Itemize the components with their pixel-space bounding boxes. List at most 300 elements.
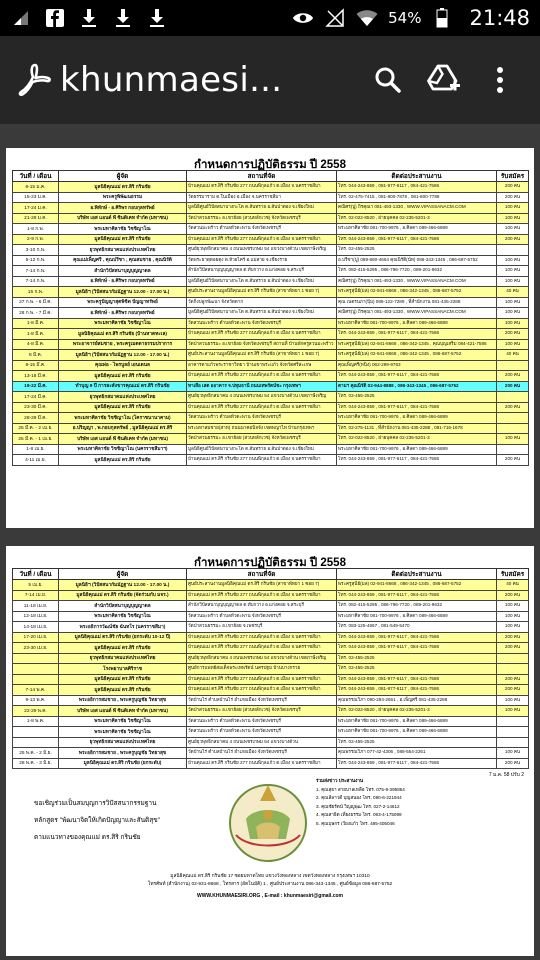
table-row bbox=[13, 402, 529, 413]
app-bar bbox=[0, 36, 540, 124]
cell-host: ยุวพุทธิกสมาคมแห่งประเทศไทย bbox=[59, 737, 187, 748]
column-header-contact: ติดต่อประสานงาน bbox=[337, 171, 497, 182]
cell-host: มูลนิธิคุณแม่ ดร.สิริ กรินชัย (ยกระดับ 10-12 ปี) bbox=[59, 632, 187, 643]
cell-contact: โทร. 02-022-8520 , ฝ่ายบุคคล 02-235-5201-3 bbox=[337, 434, 497, 445]
cell-date: 1-8 เม.ย. bbox=[13, 444, 59, 455]
cell-place: ศูนย์ยุวพุทธิกสมาคม 4 ถนนเพชรเกษม 54 แขวงบางด้วน เขตภาษีเจริญ bbox=[187, 392, 337, 403]
cell-count: 200 คน bbox=[497, 381, 529, 392]
cell-contact: โทร. 044-243-859 , 081-977-6117 , 084-421-7586 bbox=[337, 234, 497, 245]
document-title: khunmaesi... bbox=[60, 60, 283, 100]
table-row bbox=[13, 685, 529, 696]
cell-place: มูลนิธิศูนย์วิปัสสนาบางกะโต ต.สันทราย อ.สันป่าตอง จ.เชียงใหม่ bbox=[187, 276, 337, 287]
pdf-viewer[interactable] bbox=[0, 124, 540, 960]
battery-icon bbox=[431, 7, 453, 29]
cell-place: บ้านคุณแม่ ดร.สิริ กรินชัย 277 ถนนพิกุลแก้ว ต.เมือง จ.นครราชสีมา bbox=[187, 329, 337, 340]
table-row bbox=[13, 234, 529, 245]
table-row bbox=[13, 653, 529, 664]
schedule-table bbox=[12, 170, 529, 466]
cell-host: อ.พิทักษ์ - อ.ศิริพร กอบกุลทรัพย์ bbox=[59, 276, 187, 287]
cell-host: มูลนิธิคุณแม่ ดร.สิริ กรินชัย bbox=[59, 371, 187, 382]
drive-add-icon bbox=[427, 64, 461, 96]
cell-count bbox=[497, 392, 529, 403]
cell-count bbox=[497, 360, 529, 371]
cell-host: ยุวพุทธิกสมาคมแห่งประเทศไทย bbox=[59, 653, 187, 664]
cell-place: มูลนิธิศูนย์วิปัสสนาบางกะโต ต.สันทราย อ.สันป่าตอง จ.เชียงใหม่ bbox=[187, 308, 337, 319]
cell-contact: พระครูสุนีย์(มล) 02-941-8668 , 086-342-1345 , คุณบุญเสริม 084-421-7586 bbox=[337, 339, 497, 350]
table-row bbox=[13, 381, 529, 392]
cell-host: บริษัท เอส แอนด์ พี ซินดิเคท จำกัด (มหาชน) bbox=[59, 434, 187, 445]
cell-contact: ตามฯ คุณนิรัติ 02-944-8888 , 086-343-1345 , 086-687-5752 bbox=[337, 381, 497, 392]
cell-count: 200 คน bbox=[497, 643, 529, 654]
cell-place: ศูนย์ประสานงานมูลนิธิคุณแม่ ดร.สิริ กรินชัย (สาขาพัทยา 1 ซอย 7) bbox=[187, 350, 337, 361]
cell-contact: คณิศร(ปู) ถิรคุณา 081-493-1330 , WWW.VIPASSANACM.COM bbox=[337, 308, 497, 319]
cell-date: 2-9 ก.พ. bbox=[13, 234, 59, 245]
pdf-page-2 bbox=[6, 546, 534, 956]
cell-contact: โทร. 02-455-2525 bbox=[337, 653, 497, 664]
cell-date: 15-23 ม.ค. bbox=[13, 192, 59, 203]
column-header-host: ผู้จัด bbox=[59, 171, 187, 182]
cell-host: พระมหาศิลาชัย วิชชิญาโณ (โคราชนานาคาม) bbox=[59, 413, 187, 424]
cell-date: 7-14 ก.พ. bbox=[13, 276, 59, 287]
cell-place: มูลนิธิศูนย์วิปัสสนาบางกะโต ต.สันทราย อ.สันป่าตอง จ.เชียงใหม่ bbox=[187, 203, 337, 214]
table-row bbox=[13, 423, 529, 434]
table-row bbox=[13, 434, 529, 445]
cell-contact: โทร. 082-415-5295 , 086-796-7720 , 089-201-9632 bbox=[337, 601, 497, 612]
table-row bbox=[13, 339, 529, 350]
clock: 21:48 bbox=[469, 6, 530, 30]
cell-count: 200 คน bbox=[497, 234, 529, 245]
cell-place: ศูนย์ยุวพุทธิกสมาคม 4 ถนนเพชรเกษม 54 แขวงบางด้วน เขตภาษีเจริญ bbox=[187, 245, 337, 256]
cell-contact: โทร. 02-022-8520 , ฝ่ายบุคคล 02-235-5201-3 bbox=[337, 213, 497, 224]
cell-host: พระมหาศิลาชัย วิชชิญาโณ bbox=[59, 611, 187, 622]
cell-place: วัดป่าสวนธรรมะ อ.เขาย้อย จังหวัดเพชรบุรี สถานที่ บ้านพักครูสวนมะพร้าว bbox=[187, 339, 337, 350]
cell-contact: พระมหาศิลาชัย 081-700-9976 , อ.ศิลดา 089-466-6889 bbox=[337, 224, 497, 235]
invitation-line: ตามแนวทางของคุณแม่ ดร.สิริ กรินชัย bbox=[34, 834, 141, 841]
search-button[interactable] bbox=[364, 56, 412, 104]
cell-date: 21-28 ม.ค. bbox=[13, 213, 59, 224]
cell-contact: โทร. 044-243-859 , 081-977-6117 , 084-421-7586 bbox=[337, 590, 497, 601]
cell-host: มูลนิธิคุณแม่ ดร.สิริ กรินชัย bbox=[59, 643, 187, 654]
cell-host: อ.ปริญญา , พ.กอบกุลทรัพย์ , มูลนิธิคุณแม่ ดร.สิริ bbox=[59, 423, 187, 434]
cell-host: สำนักวิปัสสนาบุญบุญญาดล bbox=[59, 266, 187, 277]
cell-place: วัดสวนมะพร้าว ตำบลหัวตะพาน จังหวัดเพชรบุรี bbox=[187, 611, 337, 622]
cell-contact: โทร. 02-455-2525 bbox=[337, 245, 497, 256]
cell-date: 8-15 ม.ค. bbox=[13, 182, 59, 193]
cell-contact: พระครูสุนีย์(มล) 02-941-8668 , 086-342-1345 , 086-687-5752 bbox=[337, 287, 497, 298]
cell-date: 1-8 มี.ค. bbox=[13, 318, 59, 329]
cell-place: บ้านคุณแม่ ดร.สิริ กรินชัย 277 ถนนพิกุลแก้ว ต.เมือง จ.นครราชสีมา bbox=[187, 182, 337, 193]
cell-place: ศูนย์ยุวพุทธิกสมาคม 4 ถนนเพชรเกษม 54 แขวงบางด้วน เขตภาษีเจริญ bbox=[187, 653, 337, 664]
facebook-icon bbox=[44, 7, 66, 29]
cell-host: พระครูพิพัฒนธรรม bbox=[59, 192, 187, 203]
cell-host: บริษัท เอส แอนด์ พี ซินดิเคท จำกัด (มหาชน) bbox=[59, 706, 187, 717]
cell-count bbox=[497, 444, 529, 455]
cell-host: ทำบุญ 9 ปี การละสังขารคุณแม่ ดร.สิริ กรินชัย bbox=[59, 381, 187, 392]
cell-contact: โทร. 044-243-859 , 081-977-6117 , 084-421-7586 bbox=[337, 371, 497, 382]
cell-place: บ้านคุณแม่ ดร.สิริ กรินชัย 277 ถนนพิกุลแก้ว ต.เมือง จ.นครราชสีมา bbox=[187, 402, 337, 413]
cell-host: มูลนิธิคุณแม่ ดร.สิริ กรินชัย (บ้านหาดทะเล) bbox=[59, 329, 187, 340]
table-row bbox=[13, 748, 529, 759]
cell-date: 1-8 พ.ค. bbox=[13, 716, 59, 727]
cell-count: 200 คน bbox=[497, 674, 529, 685]
column-header-count: รับสมัคร bbox=[497, 171, 529, 182]
wifi-icon bbox=[356, 7, 378, 29]
cell-count: 200 คน bbox=[497, 455, 529, 466]
cell-count: 100 คน bbox=[497, 748, 529, 759]
table-row bbox=[13, 674, 529, 685]
cell-date: 23-30 มี.ค. bbox=[13, 402, 59, 413]
table-row bbox=[13, 664, 529, 675]
foundation-logo-icon bbox=[226, 779, 310, 863]
cell-host: อ.พิทักษ์ - อ.ศิริพร กอบกุลทรัพย์ bbox=[59, 203, 187, 214]
cell-date: 12-18 เม.ย. bbox=[13, 611, 59, 622]
table-row bbox=[13, 580, 529, 591]
cell-place: บ้านคุณแม่ ดร.สิริ กรินชัย 277 ถนนพิกุลแก้ว ต.เมือง จ.นครราชสีมา bbox=[187, 643, 337, 654]
cell-count: 100 คน bbox=[497, 276, 529, 287]
table-row bbox=[13, 329, 529, 340]
table-row bbox=[13, 350, 529, 361]
cell-count bbox=[497, 664, 529, 675]
cell-host: พระมหาศิลาชัย วิชชิญาโณ bbox=[59, 318, 187, 329]
cell-place: วัดสวนมะพร้าว ตำบลหัวตะพาน จังหวัดเพชรบุรี bbox=[187, 727, 337, 738]
revision-note: 7 ม.ค. 58 ปรับ 2 bbox=[488, 772, 524, 778]
cell-count: 100 คน bbox=[497, 706, 529, 717]
cell-contact: คุณพรรณวิภา 077-42-4306 , 089-554-2261 bbox=[337, 748, 497, 759]
table-row bbox=[13, 455, 529, 466]
cell-contact: อ.ปรีชา(ปู) 089-860-4664 คุณนิรัติ(นัท) 086-343-1345 , 086-687-5752 bbox=[337, 255, 497, 266]
cell-date: 28 พ.ค. - 3 มิ.ย. bbox=[13, 758, 59, 769]
cell-date: 14-18 เม.ย. bbox=[13, 622, 59, 633]
cell-place: บ้านคุณแม่ ดร.สิริ กรินชัย 277 ถนนพิกุลแก้ว ต.เมือง จ.นครราชสีมา bbox=[187, 590, 337, 601]
contact-item: 1. คุณสุธา สายบาลเหลือ โทร. 075-9-395854 bbox=[316, 786, 405, 792]
cell-place: ศูนย์ยุวพุทธิกสมาคม 4 ถนนเพชรเกษม 54 แขวงบางด้วน bbox=[187, 737, 337, 748]
table-row bbox=[13, 695, 529, 706]
cell-date bbox=[13, 674, 59, 685]
cell-contact: คุณเพ็ญศรี(หนิง) 062-299-9763 bbox=[337, 360, 497, 371]
cell-host: มูลนิธิคุณแม่ ดร.สิริ กรินชัย bbox=[59, 234, 187, 245]
table-row bbox=[13, 444, 529, 455]
cell-date: 28 ก.พ. - 7 มี.ค. bbox=[13, 308, 59, 319]
table-row bbox=[13, 737, 529, 748]
schedule-title: กำหนดการปฏิบัติธรรม ปี 2558 bbox=[194, 557, 346, 569]
cell-count: 100 คน bbox=[497, 434, 529, 445]
cell-count: 100 คน bbox=[497, 224, 529, 235]
cell-place: วัดสวนมะพร้าว ตำบลหัวตะพาน จังหวัดเพชรบุรี bbox=[187, 413, 337, 424]
cell-date: 17-24 ม.ค. bbox=[13, 203, 59, 214]
table-row bbox=[13, 758, 529, 769]
cell-count: 100 คน bbox=[497, 297, 529, 308]
cell-place: บ้านคุณแม่ ดร.สิริ กรินชัย 277 ถนนพิกุลแก้ว ต.เมือง จ.นครราชสีมา bbox=[187, 632, 337, 643]
cell-count: 100 คน bbox=[497, 339, 529, 350]
cell-date: 15 ก.พ. bbox=[13, 287, 59, 298]
cell-place: วัดสวนมะพร้าว ตำบลหัวตะพาน จังหวัดเพชรบุรี bbox=[187, 716, 337, 727]
table-row bbox=[13, 224, 529, 235]
cell-contact: โทร. 044-243-859 , 081-977-6117 , 084-421-7586 bbox=[337, 674, 497, 685]
cell-host: พระอาจารย์สมชาย , พระครูเมตตาธรรมปราการ bbox=[59, 339, 187, 350]
cell-count: 100 คน bbox=[497, 308, 529, 319]
cell-date: 17-20 เม.ย. bbox=[13, 632, 59, 643]
cell-host: พระอธิการวัฒน์ชัย ฉันทโร (นครราชสีมา) bbox=[59, 622, 187, 633]
cell-contact: โทร. 044-243-859 , 081-977-6117 , 084-421-7586 bbox=[337, 402, 497, 413]
cell-count: 100 คน bbox=[497, 266, 529, 277]
cell-host: คุณแม่เพ็ญศรี , คุณปรีชา , คุณสมชาย , คุณนิรัติ bbox=[59, 255, 187, 266]
column-header-contact: ติดต่อประสานงาน bbox=[337, 569, 497, 580]
cell-date: 8-15 มี.ค. bbox=[13, 360, 59, 371]
column-header-place: สถานที่จัด bbox=[187, 171, 337, 182]
contact-item: 4. คุณสาธิต เที่ยงธรรม โทร. 093-4-175099 bbox=[316, 812, 402, 818]
cell-place: วัดป่าสวนธรรมะ อ.เขาย้อย จ.เพชรบุรี bbox=[187, 622, 337, 633]
table-row bbox=[13, 245, 529, 256]
cell-place: สำนักวิปัสสนาบุญบุญญาดล ต.ทับกวาง อ.แก่งคอย จ.สระบุรี bbox=[187, 601, 337, 612]
cell-host: พระครูปัญญาสุตพิชิต ปัญญาทรัพย์ bbox=[59, 297, 187, 308]
download-icon bbox=[78, 7, 100, 29]
table-row bbox=[13, 297, 529, 308]
status-bar bbox=[0, 0, 540, 36]
schedule-rows bbox=[13, 580, 529, 769]
no-sim-icon bbox=[324, 7, 346, 29]
table-row bbox=[13, 632, 529, 643]
invitation-line: ขอเชิญร่วมเป็นสมบุญการวิปัสสนากรรมฐาน bbox=[34, 800, 157, 807]
table-row bbox=[13, 716, 529, 727]
cell-contact: โทร. 083-125-4667 , 081-549-5470 bbox=[337, 622, 497, 633]
cell-place: วัดป่าสวนธรรมะ อ.เขาย้อย (สวนหลักเวช) จังหวัดเพชรบุรี bbox=[187, 434, 337, 445]
cell-contact: พระมหาศิลาชัย 081-700-9976 , อ.ศิลดา 089-466-6889 bbox=[337, 727, 497, 738]
cell-date: 4-11 เม.ย. bbox=[13, 455, 59, 466]
cell-host: มูลนิธิฯ (วิปัสสนากัมมัฏฐาน 12.00 - 17.00 น.) bbox=[59, 287, 187, 298]
cell-count: 200 คน bbox=[497, 182, 529, 193]
cell-contact: โทร. 044-243-859 , 081-977-6117 , 084-421-7586 bbox=[337, 329, 497, 340]
table-row bbox=[13, 590, 529, 601]
cell-place: มูลนิธิศูนย์วิปัสสนาบางกะโต ต.สันทราย อ.สันป่าตอง จ.เชียงใหม่ bbox=[187, 444, 337, 455]
cell-count bbox=[497, 245, 529, 256]
cell-date: 5 เม.ย. bbox=[13, 580, 59, 591]
cell-place: บ้านคุณแม่ ดร.สิริ กรินชัย 277 ถนนพิกุลแก้ว ต.เมือง จ.นครราชสีมา bbox=[187, 371, 337, 382]
cell-place: พระมหาสมชาย(สาห) ถนนนาคอนิจจัง เขตพญาไท บ้านกรุงเทพฯ bbox=[187, 423, 337, 434]
cell-date: 23-30 เม.ย. bbox=[13, 643, 59, 654]
phone-line: โทรศัพท์ (สำนักงาน) 02-931-8668 , โทรสาร (อัตโนมัติ) 1 , ศูนย์ประสานงาน 086-343-1345 , ศูนย์ข้อมูล 086-687-5752 bbox=[147, 881, 393, 887]
cell-count: 100 คน bbox=[497, 203, 529, 214]
table-row bbox=[13, 308, 529, 319]
download-icon bbox=[146, 7, 168, 29]
cell-place: บ้านคุณแม่ ดร.สิริ กรินชัย 277 ถนนพิกุลแก้ว ต.เมือง จ.นครราชสีมา bbox=[187, 685, 337, 696]
cell-date: 7-14 พ.ค. bbox=[13, 685, 59, 696]
cell-contact: คณิศร(ปู) ถิรคุณา 081-493-1330 , WWW.VIPASSANACM.COM bbox=[337, 203, 497, 214]
cell-count: 100 คน bbox=[497, 318, 529, 329]
cell-date: 22-29 พ.ค. bbox=[13, 706, 59, 717]
table-row bbox=[13, 727, 529, 738]
column-header-host: ผู้จัด bbox=[59, 569, 187, 580]
contact-item: 5. คุณบุษกร เวียงแก้ว โทร. 485-405046 bbox=[316, 820, 395, 826]
cell-contact: โทร. 044-243-859 , 081-977-6117 , 084-421-7586 bbox=[337, 632, 497, 643]
cell-count: 100 คน bbox=[497, 601, 529, 612]
table-row bbox=[13, 622, 529, 633]
cell-place: วัดป่าสวนธรรมะ อ.เขาย้อย (สวนหลักเวช) จังหวัดเพชรบุรี bbox=[187, 706, 337, 717]
battery-percent: 54% bbox=[388, 9, 422, 27]
column-header-place: สถานที่จัด bbox=[187, 569, 337, 580]
cell-contact: โทร. 044-243-859 , 081-977-6117 , 084-421-7586 bbox=[337, 758, 497, 769]
cell-date bbox=[13, 664, 59, 675]
cell-contact: พระมหาศิลาชัย 081-700-9976 , อ.ศิลดา 089-466-6889 bbox=[337, 716, 497, 727]
cell-count: 100 คน bbox=[497, 255, 529, 266]
cell-count: 200 คน bbox=[497, 329, 529, 340]
download-icon bbox=[112, 7, 134, 29]
cell-date: 17-24 มี.ค. bbox=[13, 392, 59, 403]
cell-count bbox=[497, 653, 529, 664]
cell-contact: โทร. 044-243-859 , 081-977-6117 , 084-421-7586 bbox=[337, 685, 497, 696]
cell-contact: พระมหาศิลาชัย 081-700-9976 , อ.ศิลดา 089-466-6889 bbox=[337, 444, 497, 455]
table-row bbox=[13, 706, 529, 717]
table-row bbox=[13, 413, 529, 424]
cell-date: 8 มี.ค. bbox=[13, 350, 59, 361]
cell-date: 1-8 มี.ค. bbox=[13, 329, 59, 340]
cell-date: 13-18 มี.ค. bbox=[13, 371, 59, 382]
cell-host: มูลนิธิฯ (วิปัสสนากัมมัฏฐาน 12.00 - 17.00 น.) bbox=[59, 580, 187, 591]
cell-date: 9-13 พ.ค. bbox=[13, 695, 59, 706]
cell-host: ยุวพุทธิกสมาคมแห่งประเทศไทย bbox=[59, 245, 187, 256]
cell-count: 200 คน bbox=[497, 402, 529, 413]
table-row bbox=[13, 360, 529, 371]
cell-contact: พระมหาศิลาชัย 081-700-9976 , อ.ศิลดา 089-466-6889 bbox=[337, 318, 497, 329]
cell-contact: โทร. 044-243-859 , 081-977-6117 , 084-421-7586 bbox=[337, 182, 497, 193]
column-header-date: วันที่ / เดือน bbox=[13, 171, 59, 182]
cell-contact: พระมหาศิลาชัย 081-700-9976 , อ.ศิลดา 089-466-6889 bbox=[337, 413, 497, 424]
cell-place: วัดกิ่งปลูกพัฒนา จังหวัดตาก bbox=[187, 297, 337, 308]
cell-count: 200 คน bbox=[497, 632, 529, 643]
more-options-button[interactable] bbox=[476, 56, 524, 104]
cell-count bbox=[497, 413, 529, 424]
cell-count bbox=[497, 423, 529, 434]
table-row bbox=[13, 213, 529, 224]
cell-date: 28-29 มี.ค. bbox=[13, 413, 59, 424]
column-header-count: รับสมัคร bbox=[497, 569, 529, 580]
cell-date: 19-22 มี.ค. bbox=[13, 381, 59, 392]
cell-count bbox=[497, 727, 529, 738]
cell-contact: โทร. 02-275-1131 , ที่สำนักงาน 081-435-2288 , 081-716-1678 bbox=[337, 423, 497, 434]
cell-contact: โทร. 02-022-8520 , ฝ่ายบุคคล 02-235-5201-3 bbox=[337, 706, 497, 717]
table-row bbox=[13, 643, 529, 654]
cell-place: ศูนย์ประสานงานมูลนิธิคุณแม่ ดร.สิริ กรินชัย (สาขาพัทยา 1 ซอย 7) bbox=[187, 580, 337, 591]
cell-contact: พระมหาศิลาชัย 081-700-9976 , อ.ศิลดา 089-466-6889 bbox=[337, 611, 497, 622]
cell-host: มูลนิธิคุณแม่ ดร.สิริ กรินชัย bbox=[59, 455, 187, 466]
cell-host: คุณพ่อ - ไพรบูลย์ เยนเดนล bbox=[59, 360, 187, 371]
cell-host: มูลนิธิคุณแม่ ดร.สิริ กรินชัย bbox=[59, 182, 187, 193]
cell-date: 4-8 มี.ค. bbox=[13, 339, 59, 350]
cell-count bbox=[497, 737, 529, 748]
cell-count: 40 คน bbox=[497, 580, 529, 591]
cell-host: อ.พิทักษ์ - อ.ศิริพร กอบกุลทรัพย์ bbox=[59, 308, 187, 319]
table-row bbox=[13, 266, 529, 277]
cell-count: 200 คน bbox=[497, 685, 529, 696]
page-footer bbox=[12, 769, 528, 899]
contact-item: 2. คุณลีลาวดี บุญสนอง โทร. 090-6-221944 bbox=[316, 795, 402, 801]
cell-contact: โทร. 044-243-859 , 081-977-6117 , 084-421-7586 bbox=[337, 643, 497, 654]
contact-list-title: ร่วมส่งข่าว ประสานงาน bbox=[316, 778, 364, 783]
cell-date bbox=[13, 727, 59, 738]
pdf-page-1 bbox=[6, 148, 534, 528]
invitation-line: หลักสูตร "พัฒนาจิตให้เกิดปัญญาและสันติสุข" bbox=[34, 817, 160, 824]
cell-place: บ้านคุณแม่ ดร.สิริ กรินชัย 277 ถนนพิกุลแก้ว ต.เมือง จ.นครราชสีมา bbox=[187, 455, 337, 466]
eye-icon bbox=[292, 7, 314, 29]
cell-host: สำนักวิปัสสนาบุญบุญญาดล bbox=[59, 601, 187, 612]
cell-host: มูลนิธิคุณแม่ ดร.สิริ กรินชัย bbox=[59, 685, 187, 696]
cell-date: 11-18 เม.ย. bbox=[13, 601, 59, 612]
cell-host: พระมหาศิลาชัย วิชชิญาโณ (นครราชสีมาฯ) bbox=[59, 444, 187, 455]
search-icon bbox=[374, 66, 402, 94]
cell-date: 5-12 ก.พ. bbox=[13, 255, 59, 266]
cell-contact: คุณ เนตรนภา(ปุ้ม) 089-122-7289 , ที่สำนักงาน 081-435-2288 bbox=[337, 297, 497, 308]
cell-contact: พระครูสุนีย์(มล) 02-941-8668 , 086-342-1345 , 086-687-5752 bbox=[337, 350, 497, 361]
cell-contact: โทร. 02-455-2525 bbox=[337, 737, 497, 748]
cell-place: สำนักวิปัสสนาบุญบุญญาดล ต.ทับกวาง อ.แก่งคอย จ.สระบุรี bbox=[187, 266, 337, 277]
cell-contact: โทร. 02-475-7415 , 081-800-7878 , 081-800-7788 bbox=[337, 192, 497, 203]
table-row bbox=[13, 318, 529, 329]
cell-contact: โทร. 044-243-859 , 081-977-6117 , 084-421-7586 bbox=[337, 455, 497, 466]
cell-date: 25 พ.ค. - 2 มิ.ย. bbox=[13, 748, 59, 759]
cell-place: วัดธรรมาราม ต.ในเมือง อ.เมือง จ.นครราชสีมา bbox=[187, 192, 337, 203]
cell-host: พระอธิการสมชาย , พระครูบุญชัย วิทยาสุข bbox=[59, 695, 187, 706]
cell-place: วัดป่าสวนธรรมะ อ.เขาย้อย (สวนหลักเวช) จังหวัดเพชรบุรี bbox=[187, 213, 337, 224]
cell-place: ศูนย์การแพทย์สมเด็จพระเทพรัตน์ นครปฐม บ้านบางกรวย bbox=[187, 664, 337, 675]
table-row bbox=[13, 287, 529, 298]
cell-host: พระมหาศิลาชัย วิชชิญาโณ bbox=[59, 727, 187, 738]
cell-date: 7-14 เม.ย. bbox=[13, 590, 59, 601]
cell-count: 40 คน bbox=[497, 287, 529, 298]
column-header-date: วันที่ / เดือน bbox=[13, 569, 59, 580]
table-row bbox=[13, 392, 529, 403]
table-row bbox=[13, 371, 529, 382]
table-row bbox=[13, 255, 529, 266]
cell-place: วัดบ้านไร่ ตำบลบ้านไร่ อำเภอเมือง จังหวัดเพชรบุรี bbox=[187, 695, 337, 706]
invitation-text bbox=[34, 795, 160, 846]
cell-place: วัดสวนมะพร้าว ตำบลหัวตะพาน จังหวัดเพชรบุรี bbox=[187, 318, 337, 329]
more-vert-icon bbox=[496, 66, 504, 94]
cell-date: 3-10 ก.พ. bbox=[13, 245, 59, 256]
cell-date: 25 มี.ค. - 1 เม.ย. bbox=[13, 434, 59, 445]
table-row bbox=[13, 601, 529, 612]
cell-host: มูลนิธิคุณแม่ ดร.สิริ กรินชัย bbox=[59, 402, 187, 413]
cell-contact: พระครูสุนีย์(มล) 02-941-8668 , 086-342-1345 , 086-687-5752 bbox=[337, 580, 497, 591]
cell-contact: คุณพรรณวิภา 090-294-2661 , อ.เพ็ญศรี 081-435-2288 bbox=[337, 695, 497, 706]
contact-item: 3. คุณชัยรัตน์ วิญญูพุฒ โทร. 027-2-14612 bbox=[316, 803, 400, 809]
cell-date: 25 มี.ค. - 2 เม.ย. bbox=[13, 423, 59, 434]
schedule-title: กำหนดการปฏิบัติธรรม ปี 2558 bbox=[194, 159, 346, 171]
cell-place: วัดสวนมะพร้าว ตำบลหัวตะพาน จังหวัดเพชรบุรี bbox=[187, 224, 337, 235]
cell-count bbox=[497, 716, 529, 727]
cell-host: พระอธิการสมชาย , พระครูบุญชัย วิทยาสุข bbox=[59, 748, 187, 759]
cell-count: 40 คน bbox=[497, 350, 529, 361]
cell-host: พระมหาศิลาชัย วิชชิญาโณ bbox=[59, 716, 187, 727]
cell-host: บริษัท เอส แอนด์ พี ซินดิเคท จำกัด (มหาชน) bbox=[59, 213, 187, 224]
cell-count: 200 คน bbox=[497, 192, 529, 203]
cell-host: มูลนิธิคุณแม่ ดร.สิริ กรินชัย (จัดร่วมกับ มจร.) bbox=[59, 590, 187, 601]
contact-list bbox=[316, 777, 526, 829]
table-row bbox=[13, 611, 529, 622]
pdf-icon bbox=[16, 61, 54, 99]
cell-host: มูลนิธิคุณแม่ ดร.สิริ กรินชัย bbox=[59, 674, 187, 685]
cell-host: โรงพยาบาลศิริราช bbox=[59, 664, 187, 675]
cell-count: 200 คน bbox=[497, 758, 529, 769]
cell-host: มูลนิธิคุณแม่ ดร.สิริ กรินชัย (ยกระดับ) bbox=[59, 758, 187, 769]
schedule-rows bbox=[13, 182, 529, 466]
cell-place: บ้านคุณแม่ ดร.สิริ กรินชัย 277 ถนนพิกุลแก้ว ต.เมือง จ.นครราชสีมา bbox=[187, 758, 337, 769]
cell-place: วัดบ้านไร่ ตำบลบ้านไร่ อำเภอเมือง จังหวัดเพชรบุรี bbox=[187, 748, 337, 759]
add-to-drive-button[interactable] bbox=[420, 56, 468, 104]
cell-contact: โทร. 02-455-2525 bbox=[337, 392, 497, 403]
cell-count: 100 คน bbox=[497, 622, 529, 633]
cell-count: 100 คน bbox=[497, 611, 529, 622]
cell-contact: โทร. 082-415-5295 , 086-796-7720 , 089-201-9632 bbox=[337, 266, 497, 277]
cell-date: 7-14 ก.พ. bbox=[13, 266, 59, 277]
